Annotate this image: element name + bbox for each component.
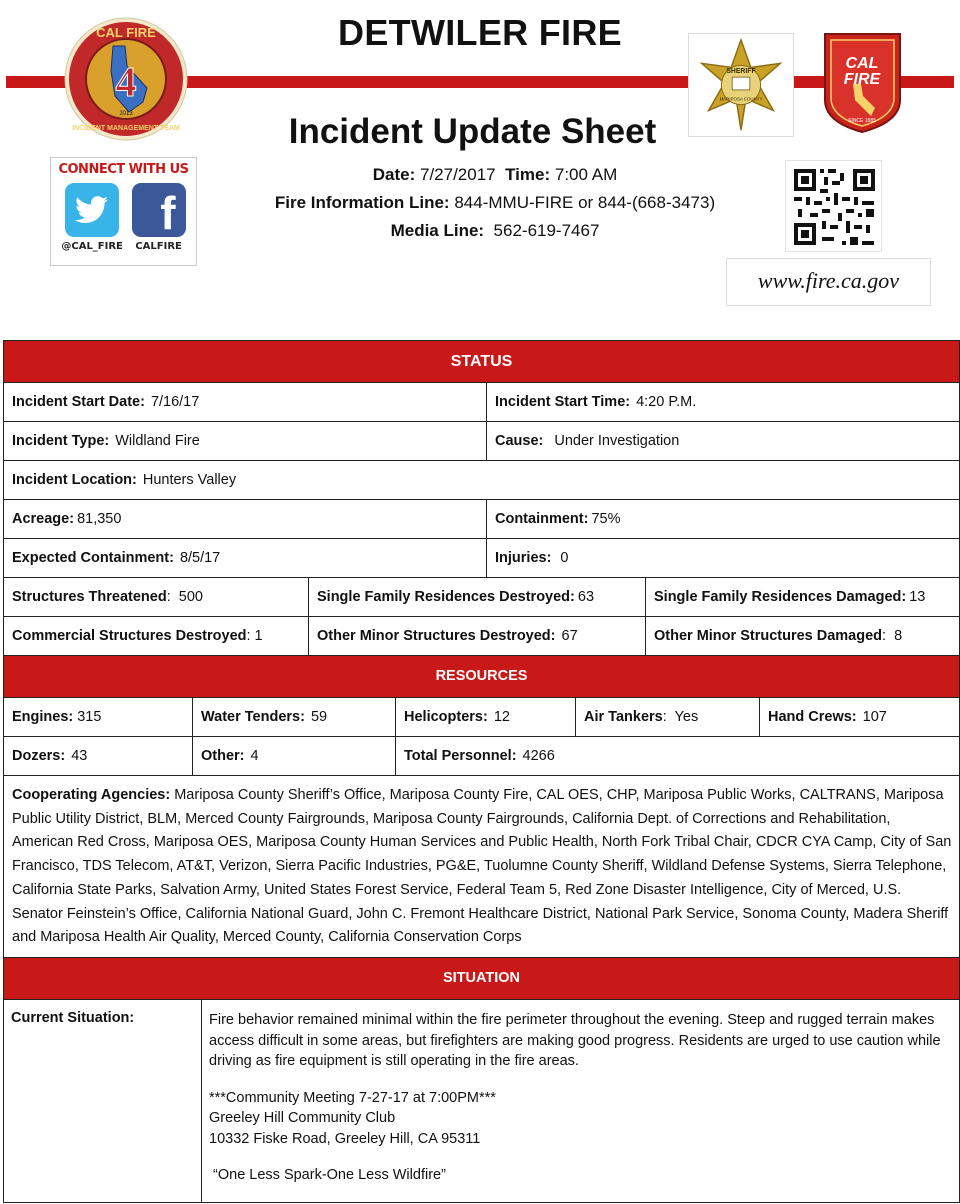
incident-type-label: Incident Type: — [12, 433, 110, 449]
incident-type-value: Wildland Fire — [115, 433, 200, 449]
injuries-cell — [487, 539, 959, 577]
expected-containment-value: 8/5/17 — [179, 550, 221, 566]
air-tankers-value: : Yes — [662, 709, 699, 725]
total-personnel-label: Total Personnel: — [404, 748, 517, 764]
hand-crews-value: 107 — [862, 709, 887, 725]
imt-badge-year: 2013 — [119, 111, 133, 117]
start-date-cell — [4, 383, 487, 421]
info-line-value: 844-MMU-FIRE or 844-(668-3473) — [454, 193, 716, 212]
water-tenders-label: Water Tenders: — [201, 709, 305, 725]
dozers-cell — [4, 737, 193, 775]
sfr-destroyed-cell — [309, 578, 646, 616]
resources-row-1 — [3, 698, 960, 737]
incident-type-cell — [4, 422, 487, 460]
imt-badge-number: 4 — [115, 60, 137, 106]
header-contact-lines — [160, 161, 830, 245]
sheriff-badge-county: MARIPOSA COUNTY — [719, 96, 763, 102]
cooperating-agencies-cell — [3, 776, 960, 958]
structures-threatened-value: : 500 — [166, 589, 203, 605]
cause-value: Under Investigation — [554, 433, 680, 449]
dozers-label: Dozers: — [12, 748, 66, 764]
time-label: Time: — [505, 165, 551, 184]
incident-location-label: Incident Location: — [12, 472, 137, 488]
incident-location-cell — [4, 461, 959, 499]
status-row-4 — [3, 500, 960, 539]
date-label: Date: — [372, 165, 416, 184]
calfire-line2: FIRE — [843, 71, 881, 88]
injuries-value: 0 — [560, 550, 569, 566]
start-time-value: 4:20 P.M. — [636, 394, 697, 410]
imt-badge-bottom-text: INCIDENT MANAGEMENT TEAM — [72, 125, 180, 132]
air-tankers-cell — [576, 698, 760, 736]
date-value: 7/27/2017 — [420, 165, 496, 184]
calfire-line1: CAL — [845, 55, 879, 72]
structures-threatened-cell — [4, 578, 309, 616]
qr-code-icon — [786, 161, 883, 253]
sfr-damaged-cell — [646, 578, 959, 616]
engines-label: Engines: — [12, 709, 74, 725]
injuries-label: Injuries: — [495, 550, 552, 566]
facebook-handle: CALFIRE — [135, 241, 182, 252]
acreage-label: Acreage: — [12, 511, 75, 527]
minor-damaged-cell — [646, 617, 959, 655]
total-personnel-cell — [396, 737, 959, 775]
sheriff-badge-label: SHERIFF — [726, 68, 756, 76]
meeting-place: Greeley Hill Community Club — [209, 1110, 396, 1126]
other-label: Other: — [201, 748, 245, 764]
sfr-destroyed-label: Single Family Residences Destroyed: — [317, 589, 575, 605]
acreage-value: 81,350 — [77, 511, 122, 527]
acreage-cell — [4, 500, 487, 538]
status-row-6 — [3, 578, 960, 617]
expected-containment-cell — [4, 539, 487, 577]
info-line-label: Fire Information Line: — [274, 193, 450, 212]
minor-damaged-value: : 8 — [882, 628, 903, 644]
commercial-destroyed-cell — [4, 617, 309, 655]
hand-crews-cell — [760, 698, 959, 736]
engines-cell — [4, 698, 193, 736]
meeting-address: 10332 Fiske Road, Greeley Hill, CA 95311 — [209, 1130, 481, 1147]
start-time-label: Incident Start Time: — [495, 394, 631, 410]
minor-destroyed-value: 67 — [561, 628, 578, 644]
status-row-1 — [3, 383, 960, 422]
info-line — [160, 189, 830, 217]
cooperating-agencies-label: Cooperating Agencies: — [12, 787, 171, 803]
minor-destroyed-cell — [309, 617, 646, 655]
meeting-title: ***Community Meeting 7-27-17 at 7:00PM*** — [209, 1089, 496, 1106]
containment-label: Containment: — [495, 511, 589, 527]
start-date-label: Incident Start Date: — [12, 394, 145, 410]
status-heading: STATUS — [3, 340, 960, 383]
air-tankers-label: Air Tankers — [584, 709, 663, 725]
twitter-icon[interactable] — [65, 183, 119, 237]
containment-cell — [487, 500, 959, 538]
current-situation-label: Current Situation: — [4, 1000, 202, 1202]
total-personnel-value: 4266 — [522, 748, 555, 764]
status-row-7 — [3, 617, 960, 656]
helicopters-value: 12 — [493, 709, 510, 725]
media-line-label: Media Line: — [390, 221, 485, 240]
water-tenders-value: 59 — [310, 709, 328, 725]
status-row-5 — [3, 539, 960, 578]
helicopters-cell — [396, 698, 576, 736]
start-date-value: 7/16/17 — [150, 394, 200, 410]
situation-row — [3, 1000, 960, 1203]
sfr-damaged-label: Single Family Residences Damaged: — [654, 589, 907, 605]
date-time-line — [160, 161, 830, 189]
other-cell — [193, 737, 396, 775]
minor-damaged-label: Other Minor Structures Damaged — [654, 628, 883, 644]
time-value: 7:00 AM — [554, 165, 618, 184]
status-row-2 — [3, 422, 960, 461]
status-row-3 — [3, 461, 960, 500]
imt-badge-top-text: CAL FIRE — [96, 25, 156, 40]
other-value: 4 — [250, 748, 259, 764]
structures-threatened-label: Structures Threatened — [12, 589, 167, 605]
qr-code[interactable] — [785, 160, 882, 252]
current-situation-body — [202, 1000, 959, 1202]
situation-heading: SITUATION — [3, 958, 960, 1000]
sfr-destroyed-value: 63 — [577, 589, 595, 605]
containment-value: 75% — [591, 511, 621, 527]
twitter-handle: @CAL_FIRE — [61, 241, 123, 252]
sfr-damaged-value: 13 — [909, 589, 926, 605]
website-link[interactable]: www.fire.ca.gov — [726, 258, 931, 306]
cause-cell — [487, 422, 959, 460]
helicopters-label: Helicopters: — [404, 709, 488, 725]
connect-title: CONNECT WITH US — [58, 162, 189, 177]
incident-location-value: Hunters Valley — [142, 472, 237, 488]
situation-paragraph: Fire behavior remained minimal within the fire perimeter throughout the evening. Steep and rugged terrain makes access difficult in some areas, but firefighters are making good progress. Residents are urged to use caution while driving as fire equipment is still operating in the fire areas. — [209, 1012, 941, 1069]
media-line-value: 562-619-7467 — [493, 221, 600, 240]
water-tenders-cell — [193, 698, 396, 736]
commercial-destroyed-value: : 1 — [246, 628, 263, 644]
commercial-destroyed-label: Commercial Structures Destroyed — [12, 628, 247, 644]
calfire-since: SINCE 1885 — [848, 118, 876, 124]
slogan: “One Less Spark-One Less Wildfire” — [209, 1167, 446, 1183]
dozers-value: 43 — [71, 748, 88, 764]
hand-crews-label: Hand Crews: — [768, 709, 857, 725]
incident-sheet — [3, 340, 960, 1203]
sheet-title: Incident Update Sheet — [288, 112, 657, 151]
cause-label: Cause: — [495, 433, 544, 449]
resources-row-2 — [3, 737, 960, 776]
engines-value: 315 — [77, 709, 102, 725]
expected-containment-label: Expected Containment: — [12, 550, 174, 566]
media-line — [160, 217, 830, 245]
start-time-cell — [487, 383, 959, 421]
minor-destroyed-label: Other Minor Structures Destroyed: — [317, 628, 556, 644]
facebook-icon[interactable]: f — [132, 183, 186, 237]
resources-heading: RESOURCES — [3, 656, 960, 698]
cooperating-agencies-value: Mariposa County Sheriff’s Office, Mariposa County Fire, CAL OES, CHP, Mariposa Public Works, CALTRANS, Mariposa Public Utility District, BLM, Merced County Fairgrounds, Mariposa County Fairgrounds, California Dept. of Corrections and Rehabilitation, American Red Cross, Mariposa OES, Mariposa County Human Services and Public Health, North Fork Tribal Chair, CDCR CYA Camp, City of San Francisco, TDS Telecom, AT&T, Verizon, Sierra Pacific Industries, PG&E, Tuolumne County Sheriff, Wildland Defense Systems, Sierra Telephone, California State Parks, Salvation Army, United States Forest Service, Federal Team 5, Red Zone Disaster Intelligence, City of Merced, U.S. Senator Feinstein’s Office, California National Guard, John C. Fremont Healthcare District, National Park Service, Sonoma County, Madera Sheriff and Mariposa Health Air Quality, Merced County, California Conservation Corps — [12, 787, 952, 946]
fire-name-title: DETWILER FIRE — [338, 12, 622, 53]
